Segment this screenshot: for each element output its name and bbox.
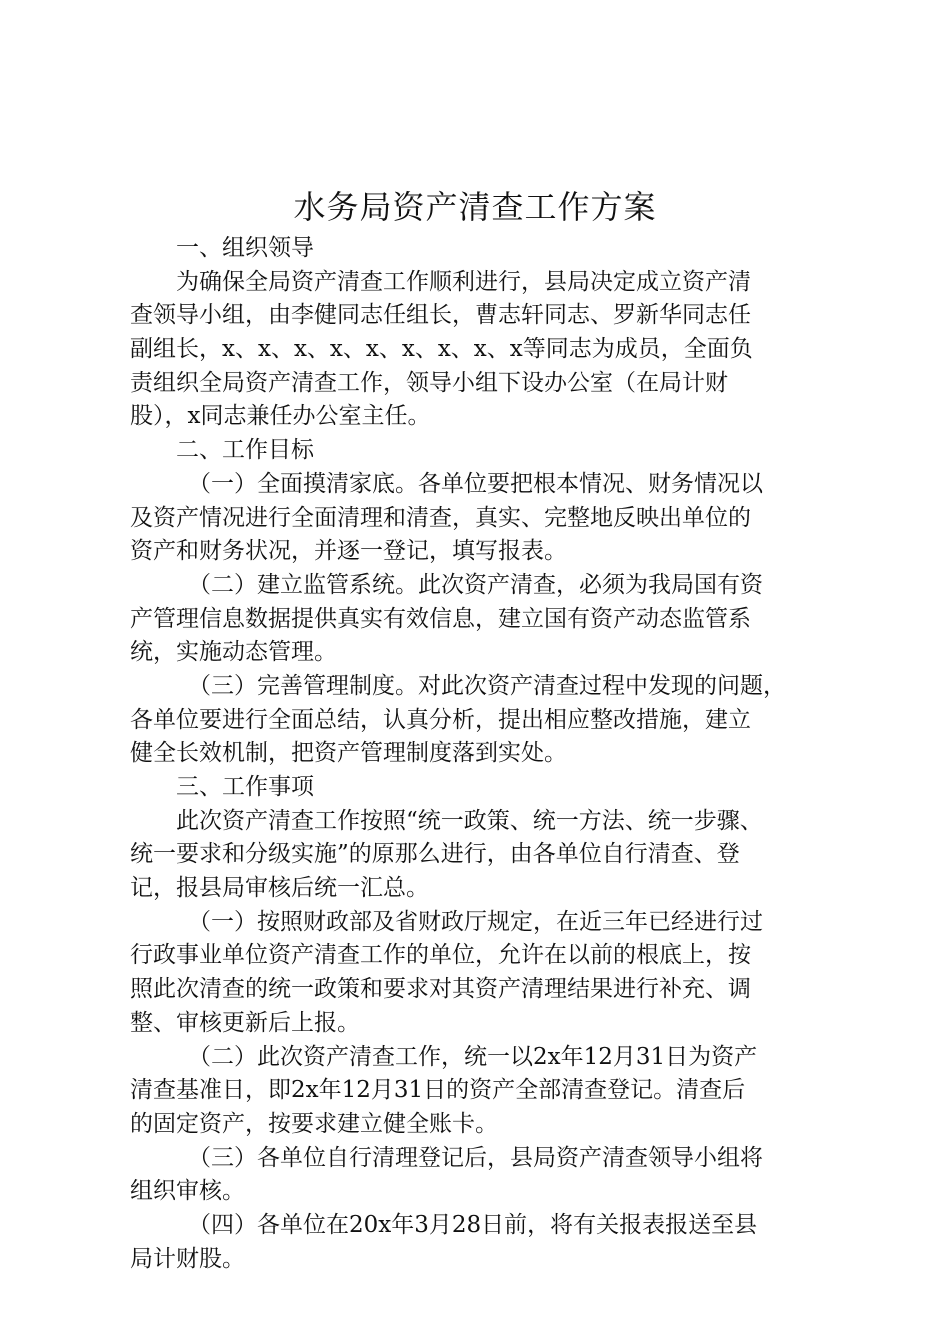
body-line: 为确保全局资产清查工作顺利进行，县局决定成立资产清: [176, 268, 751, 295]
body-line: 行政事业单位资产清查工作的单位，允许在以前的根底上，按: [130, 942, 751, 969]
body-line: 及资产情况进行全面清理和清查，真实、完整地反映出单位的: [130, 504, 751, 531]
body-line: 产管理信息数据提供真实有效信息，建立国有资产动态监管系: [130, 605, 751, 632]
body-line: 统一要求和分级实施”的原那么进行，由各单位自行清查、登: [130, 841, 740, 868]
body-line: 副组长，x、x、x、x、x、x、x、x、x等同志为成员，全面负: [130, 336, 753, 363]
body-line: （二）此次资产清查工作，统一以2x年12月31日为资产: [188, 1043, 758, 1070]
body-line: 责组织全局资产清查工作，领导小组下设办公室（在局计财: [130, 369, 728, 396]
body-line: （一）全面摸清家底。各单位要把根本情况、财务情况以: [188, 470, 763, 497]
document-title: 水务局资产清查工作方案: [293, 188, 657, 226]
body-line: （四）各单位在20x年3月28日前，将有关报表报送至县: [188, 1211, 758, 1238]
body-line: 各单位要进行全面总结，认真分析，提出相应整改措施，建立: [130, 706, 751, 733]
body-line: 清查基准日，即2x年12月31日的资产全部清查登记。清查后: [130, 1077, 746, 1104]
body-line: （二）建立监管系统。此次资产清查，必须为我局国有资: [188, 571, 763, 598]
body-line: 照此次清查的统一政策和要求对其资产清理结果进行补充、调: [130, 976, 751, 1003]
document-body: [130, 232, 820, 1276]
body-line: 整、审核更新后上报。: [130, 1009, 360, 1036]
body-line: 统，实施动态管理。: [130, 639, 337, 666]
body-line: 局计财股。: [130, 1245, 245, 1272]
body-line: 股），x同志兼任办公室主任。: [130, 403, 431, 430]
body-line: （三）各单位自行清理登记后，县局资产清查领导小组将: [188, 1144, 763, 1171]
body-line: 记，报县局审核后统一汇总。: [130, 875, 429, 902]
body-line: 此次资产清查工作按照“统一政策、统一方法、统一步骤、: [176, 807, 763, 834]
body-line: （三）完善管理制度。对此次资产清查过程中发现的问题，: [188, 672, 786, 699]
body-line: （一）按照财政部及省财政厅规定，在近三年已经进行过: [188, 908, 763, 935]
body-line: 健全长效机制，把资产管理制度落到实处。: [130, 740, 567, 767]
body-line: 组织审核。: [130, 1178, 245, 1205]
body-line: 查领导小组，由李健同志任组长，曹志轩同志、罗新华同志任: [130, 302, 751, 329]
body-line: 资产和财务状况，并逐一登记，填写报表。: [130, 538, 567, 565]
body-line: 二、工作目标: [176, 437, 314, 464]
body-line: 的固定资产，按要求建立健全账卡。: [130, 1110, 498, 1137]
body-line: 一、组织领导: [176, 235, 314, 261]
body-line: 三、工作事项: [176, 774, 314, 800]
